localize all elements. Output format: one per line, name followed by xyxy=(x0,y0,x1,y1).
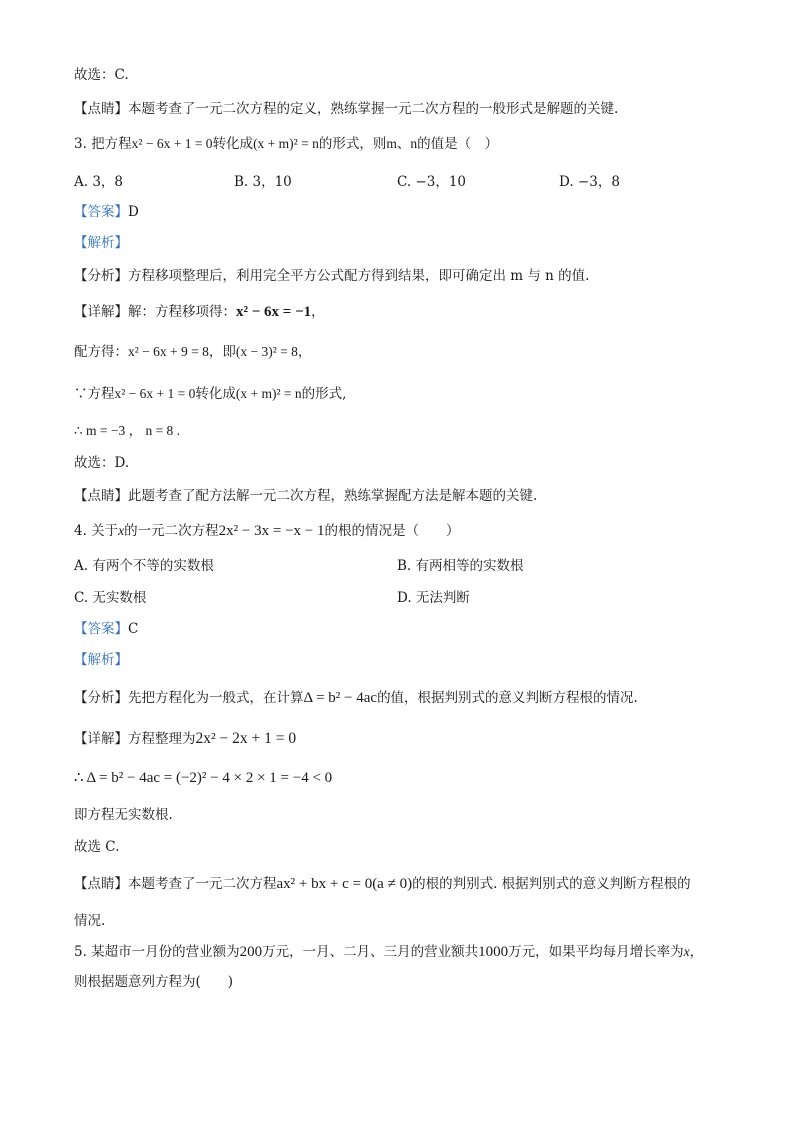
q5-stem-cont: 则根据题意列方程为( ) xyxy=(74,974,234,990)
q3-option-b[interactable]: B. 3，10 xyxy=(234,174,292,190)
tag-answer: 【答案】 xyxy=(74,204,128,220)
q3-form: (x + m)² = n xyxy=(253,136,319,151)
q4-conclusion: 即方程无实数根. xyxy=(74,807,173,823)
q3-eq: x² − 6x + 1 = 0 xyxy=(131,136,213,151)
q3-peifang: 配方得：x² − 6x + 9 = 8，即(x − 3)² = 8， xyxy=(74,344,312,360)
q5-stem: 5. 某超市一月份的营业额为200万元，一月、二月、三月的营业额共1000万元，如果平均每月增长率为x， xyxy=(74,944,704,960)
tag-fenxi: 【分析】 xyxy=(74,268,128,284)
q3-dianjing: 【点睛】此题考查了配方法解一元二次方程，熟练掌握配方法是解本题的关键. xyxy=(74,488,538,504)
q4-option-b[interactable]: B. 有两相等的实数根 xyxy=(397,558,524,574)
q2-dianjing: 【点睛】本题考查了一元二次方程的定义，熟练掌握一元二次方程的一般形式是解题的关键. xyxy=(74,101,619,117)
q2-choose: 故选：C. xyxy=(74,67,129,83)
q3-fenxi: 【分析】方程移项整理后，利用完全平方公式配方得到结果，即可确定出 m 与 n 的值. xyxy=(74,268,590,284)
q4-option-a[interactable]: A. 有两个不等的实数根 xyxy=(74,558,214,574)
q4-xiangjie: 【详解】方程整理为2x² − 2x + 1 = 0 xyxy=(74,730,297,747)
q3-xiangjie: 【详解】解：方程移项得：x² − 6x = −1， xyxy=(74,304,325,320)
q4-dianjing-cont: 情况. xyxy=(74,913,106,929)
tag-fenxi: 【分析】 xyxy=(74,690,128,706)
q3-option-c[interactable]: C. −3，10 xyxy=(397,174,467,190)
q4-delta: ∴ Δ = b² − 4ac = (−2)² − 4 × 2 × 1 = −4 < 0 xyxy=(74,770,333,786)
tag-answer: 【答案】 xyxy=(74,621,128,637)
q3-because: ∵方程x² − 6x + 1 = 0转化成(x + m)² = n的形式, xyxy=(74,386,347,402)
tag-dianjing: 【点睛】 xyxy=(74,101,128,117)
q4-dianjing: 【点睛】本题考查了一元二次方程ax² + bx + c = 0(a ≠ 0)的根的判别式. 根据判别式的意义判断方程根的 xyxy=(74,876,691,892)
tag-xiangjie: 【详解】 xyxy=(74,304,128,320)
tag-dianjing: 【点睛】 xyxy=(74,488,128,504)
q3-stem: 3. 把方程x² − 6x + 1 = 0转化成(x + m)² = n的形式，则m、n的值是（ ） xyxy=(74,136,499,152)
q4-stem: 4. 关于x的一元二次方程2x² − 3x = −x − 1的根的情况是（ ） xyxy=(74,523,460,539)
q4-fenxi: 【分析】先把方程化为一般式，在计算Δ = b² − 4ac的值，根据判别式的意义判断方程根的情况. xyxy=(74,690,638,706)
q3-therefore: ∴ m = −3 ， n = 8 . xyxy=(74,423,181,438)
q3-jiexi-tag: 【解析】 xyxy=(74,235,128,251)
q4-choose: 故选 C. xyxy=(74,839,120,855)
q4-jiexi-tag: 【解析】 xyxy=(74,652,128,668)
q3-option-a[interactable]: A. 3，8 xyxy=(74,174,124,190)
q3-choose: 故选：D. xyxy=(74,455,130,471)
q3-option-d[interactable]: D. −3，8 xyxy=(559,174,620,190)
q4-option-d[interactable]: D. 无法判断 xyxy=(397,590,470,606)
tag-dianjing: 【点睛】 xyxy=(74,876,128,892)
tag-xiangjie: 【详解】 xyxy=(74,731,128,747)
q4-option-c[interactable]: C. 无实数根 xyxy=(74,590,147,606)
q3-answer: 【答案】D xyxy=(74,204,139,220)
q4-answer: 【答案】C xyxy=(74,621,139,637)
